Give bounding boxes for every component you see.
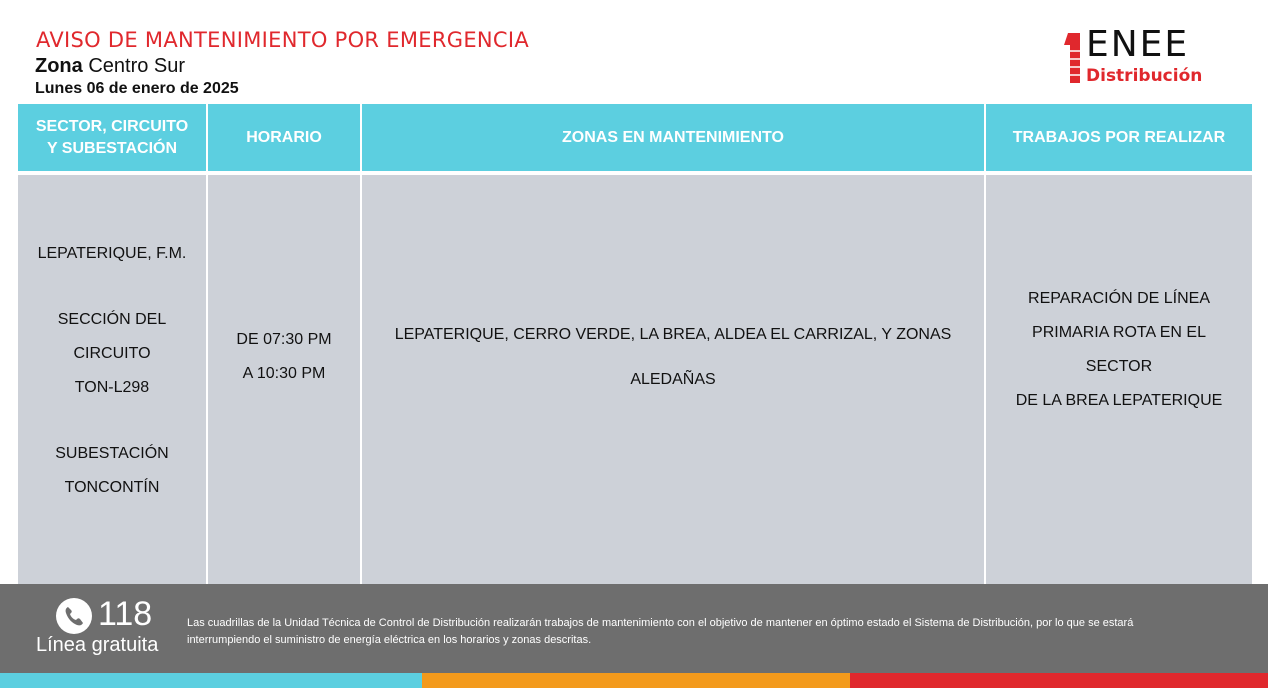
footer-notice-line-2: interrumpiendo el suministro de energía eléctrica en los horarios y zonas descritas.: [187, 634, 592, 646]
logo-wordmark: ENEE: [1086, 24, 1190, 65]
works-line-1: REPARACIÓN DE LÍNEA: [1028, 289, 1210, 307]
circuit-code: TON-L298: [74, 378, 150, 396]
phone-number: 118: [98, 595, 153, 633]
color-strip-red: [850, 673, 1268, 688]
schedule-start: DE 07:30 PM: [236, 330, 332, 348]
cell-works: [986, 175, 1252, 584]
substation-name: TONCONTÍN: [64, 478, 160, 496]
enee-logo: [1062, 24, 1242, 90]
phone-label: Línea gratuita: [36, 634, 159, 656]
zones-line-1: LEPATERIQUE, CERRO VERDE, LA BREA, ALDEA EL CARRIZAL, Y ZONAS: [394, 325, 952, 343]
color-strip-cyan: [0, 673, 422, 688]
works-line-3: DE LA BREA LEPATERIQUE: [1015, 391, 1223, 409]
footer-notice-line-1: Las cuadrillas de la Unidad Técnica de Control de Distribución realizarán trabajos de mantenimiento con el objetivo de mantener en óptimo estado el Sistema de Distribución, por lo que se estará: [187, 617, 1134, 629]
header-sector: [18, 104, 206, 171]
notice-title: AVISO DE MANTENIMIENTO POR EMERGENCIA: [36, 28, 530, 52]
section-line-1: SECCIÓN DEL: [57, 310, 167, 328]
zone-line: [35, 55, 185, 78]
footer-notice: [187, 615, 1247, 649]
color-strip-orange: [422, 673, 850, 688]
header-zones: ZONAS EN MANTENIMIENTO: [362, 104, 984, 171]
cell-sector: [18, 175, 206, 584]
cell-schedule: [208, 175, 360, 584]
footer-bar: [0, 584, 1268, 673]
header-works: TRABAJOS POR REALIZAR: [986, 104, 1252, 171]
substation-line-1: SUBESTACIÓN: [55, 444, 169, 462]
schedule-end: A 10:30 PM: [242, 364, 326, 382]
zone-label: Zona: [35, 55, 83, 77]
section-line-2: CIRCUITO: [73, 344, 151, 362]
zones-line-2: ALEDAÑAS: [630, 370, 716, 388]
notice-date: Lunes 06 de enero de 2025: [35, 80, 239, 97]
phone-icon: [56, 598, 92, 634]
maintenance-table: [18, 104, 1252, 584]
header-schedule: HORARIO: [208, 104, 360, 171]
enee-logo-mark-icon: [1064, 33, 1080, 83]
sector-name: LEPATERIQUE, F.M.: [37, 244, 187, 262]
works-line-2: PRIMARIA ROTA EN EL SECTOR: [1032, 323, 1206, 375]
cell-zones: [362, 175, 984, 584]
header-sector-text: SECTOR, CIRCUITO Y SUBESTACIÓN: [35, 117, 189, 157]
zone-name: Centro Sur: [88, 55, 186, 77]
logo-subtitle: Distribución: [1086, 66, 1203, 86]
